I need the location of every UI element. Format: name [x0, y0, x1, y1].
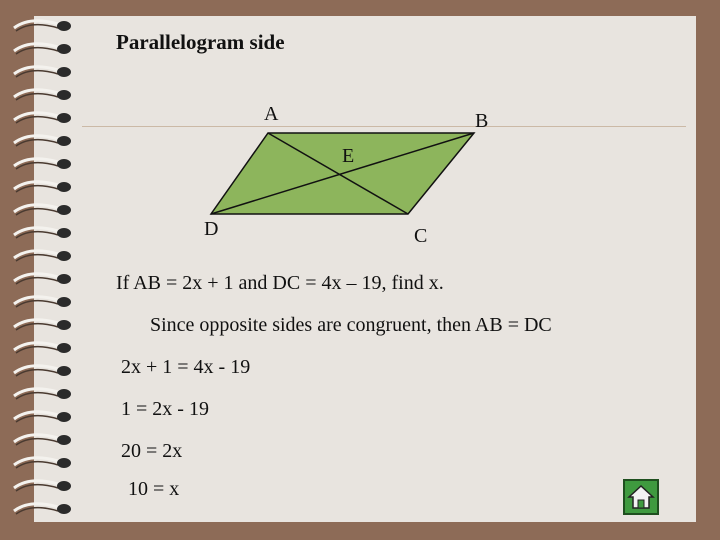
vertex-label-b: B — [475, 110, 489, 132]
vertex-label-a: A — [264, 103, 279, 125]
step-2: 1 = 2x - 19 — [121, 398, 209, 420]
problem-text: If AB = 2x + 1 and DC = 4x – 19, find x. — [116, 272, 444, 294]
home-button[interactable] — [623, 479, 659, 515]
step-3: 20 = 2x — [121, 440, 183, 462]
home-icon — [625, 481, 657, 513]
slide-title: Parallelogram side — [116, 30, 285, 54]
step-1: 2x + 1 = 4x - 19 — [121, 356, 251, 378]
vertex-label-d: D — [204, 218, 219, 240]
vertex-label-c: C — [414, 225, 428, 247]
step-4: 10 = x — [128, 478, 180, 500]
vertex-label-e: E — [342, 145, 355, 167]
reason-text: Since opposite sides are congruent, then AB = DC — [150, 314, 552, 336]
